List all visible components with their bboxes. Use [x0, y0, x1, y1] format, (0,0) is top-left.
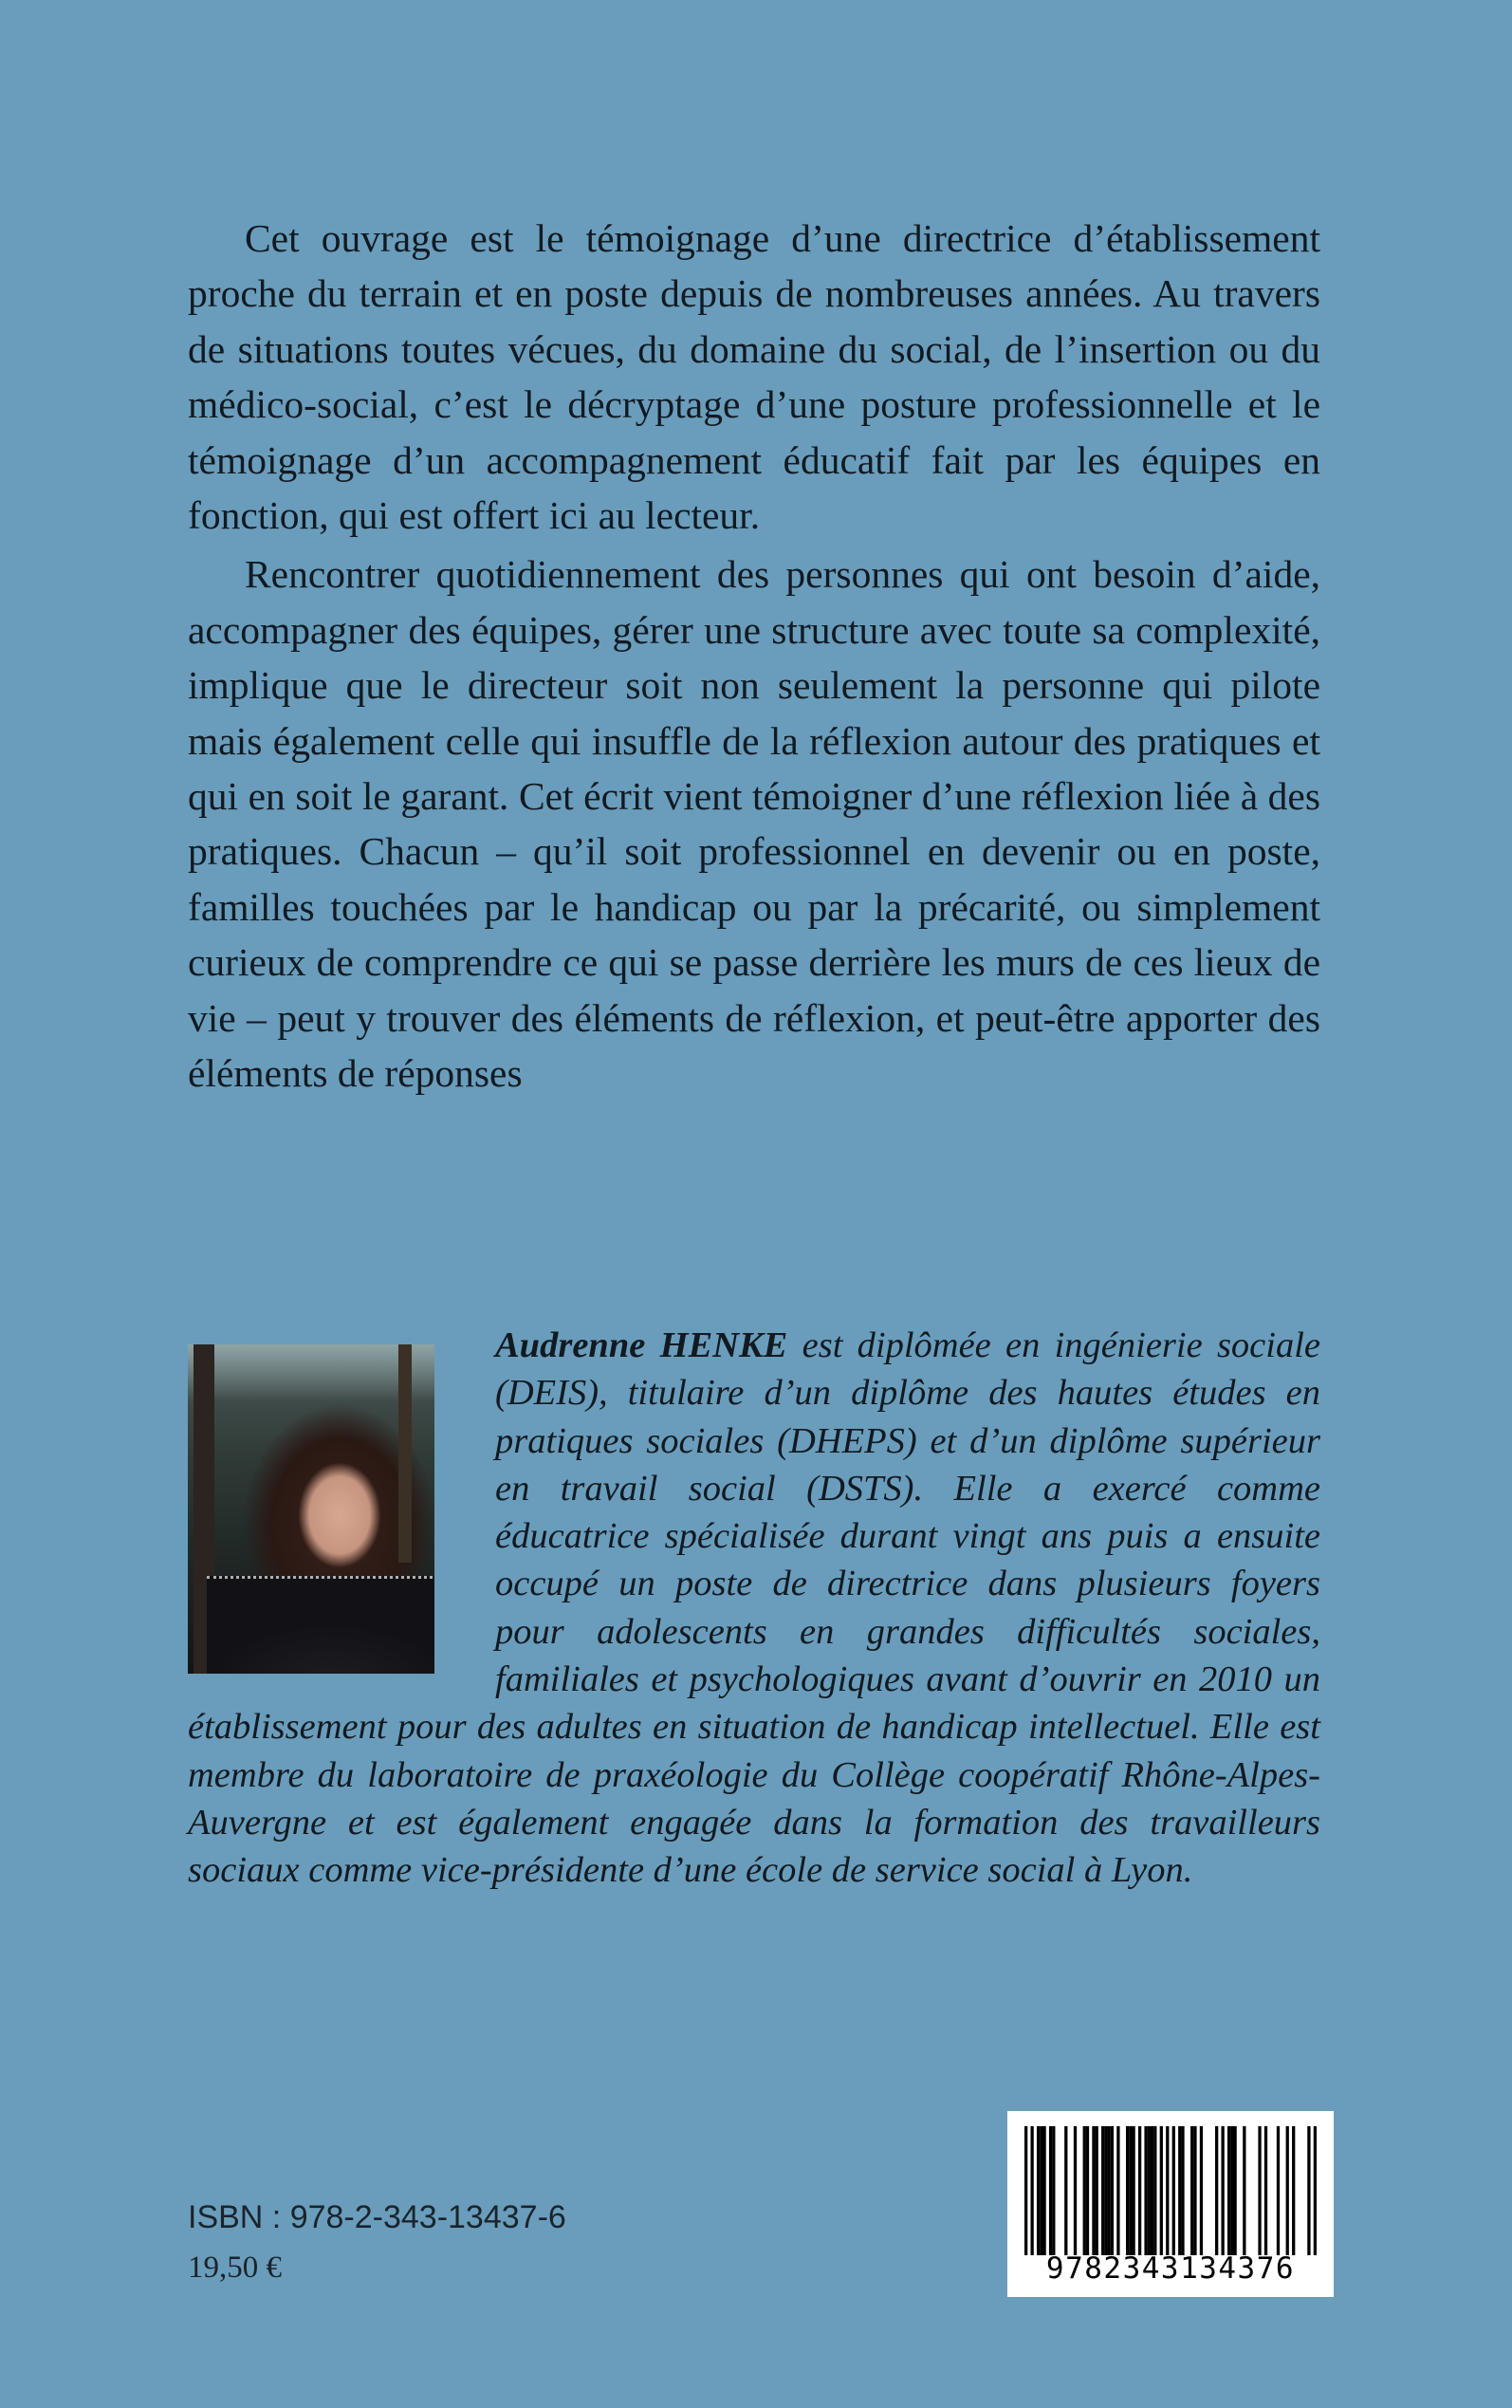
barcode-bar [1074, 2126, 1077, 2255]
barcode-bar [1144, 2126, 1147, 2255]
barcode-bar [1243, 2126, 1245, 2255]
barcode [1007, 2111, 1334, 2297]
barcode-bar [1092, 2126, 1095, 2255]
barcode-bars [1024, 2126, 1317, 2255]
barcode-bar [1153, 2126, 1156, 2255]
barcode-bar [1148, 2126, 1151, 2255]
barcode-bar [1227, 2126, 1230, 2255]
author-name: Audrenne HENKE [495, 1325, 788, 1365]
barcode-bar [1172, 2126, 1175, 2255]
barcode-bar [1052, 2126, 1055, 2255]
barcode-bar [1040, 2126, 1042, 2255]
blurb-paragraph-1: Cet ouvrage est le témoignage d’une directrice d’établissement proche du terrain et en poste depuis de nombreuses années. Au travers de situations toutes vécues, du domaine du social, de l’insertion ou du médico-social, c’est le décryptage d’une posture professionnelle et le témoignage d’un accompagnement éducatif fait par les équipes en fonction, qui est offert ici au lecteur. [188, 216, 1320, 538]
barcode-bar [1160, 2126, 1163, 2255]
isbn: ISBN : 978-2-343-13437-6 [188, 2199, 566, 2235]
back-cover-blurb [188, 211, 1320, 1105]
barcode-bar [1230, 2126, 1233, 2255]
barcode-bar [1181, 2126, 1184, 2255]
barcode-bar [1292, 2126, 1295, 2255]
blurb-paragraph-2: Rencontrer quotidiennement des personnes qui ont besoin d’aide, accompagner des équipes, gérer une structure avec toute sa complexité, implique que le directeur soit non seulement la personne qui pilote mais également celle qui insuffle de la réflexion autour des pratiques et qui en soit le garant. Cet écrit vient témoigner d’une réflexion liée à des pratiques. Chacun – qu’il soit professionnel en devenir ou en poste, familles touchées par le handicap ou par la précarité, ou simplement curieux de comprendre ce qui se passe derrière les murs de ces lieux de vie – peut y trouver des éléments de réflexion, et peut-être apporter des éléments de réponses [188, 552, 1320, 1096]
barcode-bar [1264, 2126, 1267, 2255]
barcode-bar [1101, 2126, 1104, 2255]
author-bio [188, 1322, 1320, 1895]
barcode-bar [1286, 2126, 1289, 2255]
barcode-bar [1037, 2126, 1040, 2255]
barcode-bar [1083, 2126, 1086, 2255]
barcode-bar [1166, 2126, 1169, 2255]
barcode-bar [1277, 2126, 1280, 2255]
barcode-bar [1221, 2126, 1224, 2255]
barcode-bar [1104, 2126, 1107, 2255]
barcode-bar [1190, 2126, 1193, 2255]
barcode-bar [1132, 2126, 1134, 2255]
barcode-bar [1049, 2126, 1052, 2255]
barcode-bar [1030, 2126, 1033, 2255]
barcode-bar [1258, 2126, 1261, 2255]
barcode-bar [1178, 2126, 1181, 2255]
author-bio-text: est diplômée en ingénierie sociale (DEIS), titulaire d’un diplôme des hautes études en pratiques sociales (DHEPS) et d’un diplôme supérieur en travail social (DSTS). Elle a exercé comme éducatrice spécialisée durant vingt ans puis a ensuite occupé un poste de directrice dans plusieurs foyers pour adolescents en grandes difficultés sociales, familiales et psychologiques avant d’ouvrir en 2010 un établissement pour des adultes en situation de handicap intellectuel. Elle est membre du laboratoire de praxéologie du Collège coopératif Rhône-Alpes-Auvergne et est également engagée dans la formation des travailleurs sociaux comme vice-présidente d’une école de service social à Lyon. [188, 1325, 1320, 1891]
barcode-bar [1215, 2126, 1218, 2255]
barcode-bar [1129, 2126, 1132, 2255]
barcode-bar [1024, 2126, 1027, 2255]
barcode-bar [1151, 2126, 1153, 2255]
barcode-bar [1307, 2126, 1310, 2255]
barcode-bar [1111, 2126, 1114, 2255]
author-photo [188, 1344, 434, 1674]
barcode-bar [1096, 2126, 1098, 2255]
barcode-digits: 9782343134376 [1045, 2251, 1296, 2286]
barcode-bar [1042, 2126, 1045, 2255]
barcode-bar [1233, 2126, 1236, 2255]
barcode-bar [1138, 2126, 1141, 2255]
barcode-bar [1314, 2126, 1317, 2255]
barcode-bar [1064, 2126, 1067, 2255]
barcode-bar [1200, 2126, 1203, 2255]
barcode-bar [1116, 2126, 1119, 2255]
barcode-bar [1193, 2126, 1196, 2255]
barcode-bar [1086, 2126, 1089, 2255]
barcode-bar [1108, 2126, 1111, 2255]
price: 19,50 € [188, 2251, 282, 2285]
barcode-bar [1126, 2126, 1129, 2255]
